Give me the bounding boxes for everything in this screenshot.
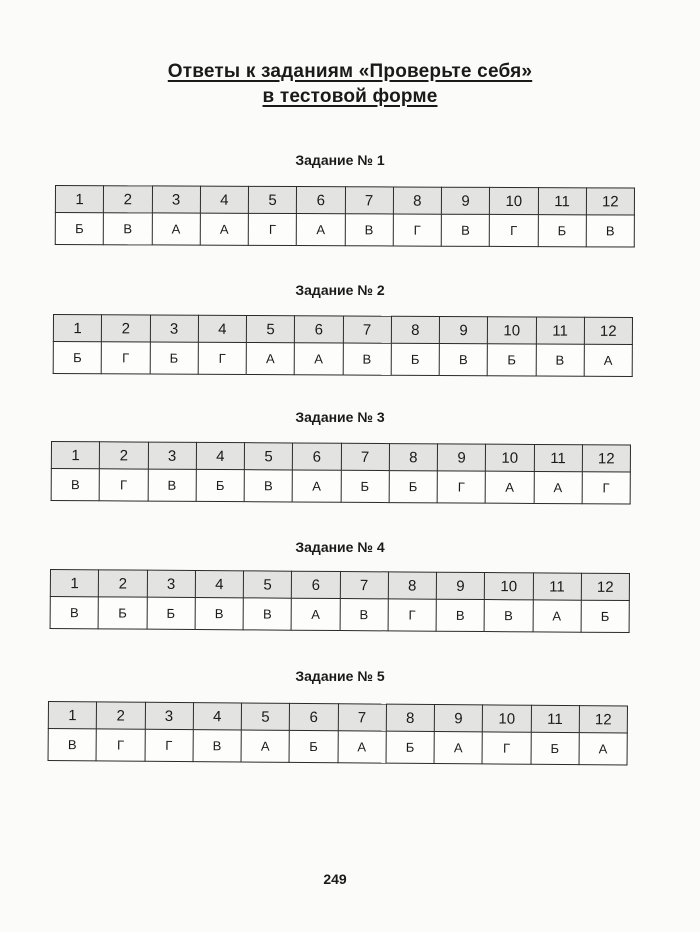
answer-cell: Б [581, 600, 629, 632]
page-title: Ответы к заданиям «Проверьте себя» [167, 61, 533, 82]
answer-cell: Б [98, 597, 146, 629]
answer-cell: Г [388, 599, 436, 631]
number-row [53, 315, 632, 345]
answer-cell: Б [487, 344, 535, 376]
answer-cell: В [340, 599, 388, 631]
number-cell: 2 [97, 702, 145, 729]
number-cell: 2 [100, 442, 148, 469]
answer-cell: В [244, 470, 292, 502]
answer-cell: Г [482, 732, 530, 764]
number-cell: 7 [341, 443, 389, 470]
number-cell: 12 [581, 573, 629, 600]
answer-cell: В [586, 215, 634, 247]
page-number: 249 [323, 871, 347, 887]
answer-cell: Б [150, 342, 198, 374]
page-subtitle: в тестовой форме [262, 86, 438, 107]
number-cell: 3 [152, 186, 200, 213]
answer-cell: А [579, 733, 627, 765]
number-cell: 8 [389, 444, 437, 471]
number-cell: 5 [241, 703, 289, 730]
number-cell: 4 [200, 186, 248, 213]
number-cell: 4 [196, 442, 244, 469]
answer-row [50, 597, 629, 633]
answer-cell: В [484, 600, 532, 632]
answer-cell: В [343, 343, 391, 375]
answer-cell: А [241, 730, 289, 762]
answer-cell: Г [96, 729, 144, 761]
number-cell: 3 [150, 315, 198, 342]
task-heading-1: Задание № 1 [295, 152, 385, 168]
number-cell: 9 [439, 317, 487, 344]
number-cell: 10 [485, 573, 533, 600]
number-cell: 5 [244, 443, 292, 470]
answer-cell: Б [391, 343, 439, 375]
answer-cell: В [103, 213, 151, 245]
answer-table-4 [50, 569, 630, 633]
number-cell: 6 [297, 187, 345, 214]
answer-cell: Б [538, 215, 586, 247]
answer-cell: В [51, 469, 99, 501]
answer-cell: А [485, 471, 533, 503]
number-cell: 3 [145, 702, 193, 729]
answer-cell: В [243, 598, 291, 630]
answer-cell: Б [55, 213, 103, 245]
answer-cell: Г [99, 469, 147, 501]
number-cell: 10 [488, 317, 536, 344]
number-cell: 4 [195, 571, 243, 598]
number-row [51, 442, 630, 473]
number-cell: 11 [531, 705, 579, 732]
answer-cell: Б [53, 342, 101, 374]
number-cell: 1 [48, 702, 96, 729]
answer-cell: А [152, 213, 200, 245]
answer-cell: А [292, 470, 340, 502]
number-cell: 1 [53, 315, 101, 342]
number-cell: 9 [441, 187, 489, 214]
answer-cell: Г [198, 342, 246, 374]
answer-cell: Г [489, 214, 537, 246]
answer-cell: Б [196, 469, 244, 501]
answer-cell: А [434, 732, 482, 764]
answer-cell: Б [341, 470, 389, 502]
answer-cell: Б [289, 730, 337, 762]
number-cell: 1 [50, 570, 98, 597]
number-cell: 7 [343, 316, 391, 343]
number-cell: 8 [388, 572, 436, 599]
answer-cell: В [193, 730, 241, 762]
answer-row [53, 342, 632, 377]
answer-cell: А [584, 344, 632, 376]
number-cell: 9 [436, 572, 484, 599]
number-cell: 3 [147, 570, 195, 597]
answer-table-3 [51, 441, 631, 505]
answer-cell: Б [147, 597, 195, 629]
answer-cell: Г [393, 214, 441, 246]
number-cell: 7 [345, 187, 393, 214]
task-heading-2: Задание № 2 [295, 282, 385, 298]
number-cell: 7 [338, 704, 386, 731]
answer-cell: Г [248, 213, 296, 245]
answer-cell: В [441, 214, 489, 246]
number-cell: 10 [483, 705, 531, 732]
answer-cell: В [439, 344, 487, 376]
answer-cell: В [436, 599, 484, 631]
answer-cell: Г [145, 729, 193, 761]
task-heading-3: Задание № 3 [295, 409, 385, 425]
answer-cell: В [48, 729, 96, 761]
answer-cell: Б [531, 732, 579, 764]
number-cell: 9 [434, 705, 482, 732]
number-cell: 3 [148, 442, 196, 469]
answer-cell: Б [386, 731, 434, 763]
answer-cell: Б [389, 471, 437, 503]
number-cell: 11 [534, 444, 582, 471]
number-cell: 6 [292, 571, 340, 598]
number-cell: 11 [538, 188, 586, 215]
answer-cell: В [148, 469, 196, 501]
number-cell: 2 [104, 186, 152, 213]
number-cell: 4 [193, 703, 241, 730]
task-heading-5: Задание № 5 [295, 668, 385, 684]
answer-cell: В [50, 597, 98, 629]
answer-cell: В [536, 344, 584, 376]
number-cell: 1 [51, 442, 99, 469]
number-cell: 6 [290, 703, 338, 730]
answer-cell: В [195, 598, 243, 630]
answer-cell: А [338, 731, 386, 763]
number-row [55, 186, 634, 216]
answer-cell: Г [582, 472, 630, 504]
number-cell: 12 [584, 317, 632, 344]
number-cell: 8 [393, 187, 441, 214]
number-cell: 1 [55, 186, 103, 213]
answer-table-1 [55, 185, 635, 248]
answer-row [51, 469, 630, 505]
number-cell: 12 [579, 706, 627, 733]
answer-cell: Г [101, 342, 149, 374]
answer-table-5 [48, 701, 628, 766]
task-heading-4: Задание № 4 [295, 539, 385, 555]
answer-cell: А [246, 343, 294, 375]
number-cell: 2 [99, 570, 147, 597]
answer-cell: В [345, 214, 393, 246]
number-cell: 2 [102, 315, 150, 342]
number-cell: 6 [293, 443, 341, 470]
answer-cell: А [294, 343, 342, 375]
number-cell: 7 [340, 572, 388, 599]
number-cell: 12 [586, 188, 634, 215]
number-cell: 10 [486, 444, 534, 471]
answer-cell: Г [437, 471, 485, 503]
number-cell: 4 [198, 315, 246, 342]
number-cell: 11 [533, 573, 581, 600]
number-cell: 5 [248, 186, 296, 213]
number-cell: 5 [243, 571, 291, 598]
number-cell: 5 [246, 316, 294, 343]
number-cell: 8 [391, 316, 439, 343]
answer-cell: А [533, 600, 581, 632]
number-cell: 11 [536, 317, 584, 344]
answer-row [55, 213, 634, 248]
answer-cell: А [534, 471, 582, 503]
answer-cell: А [200, 213, 248, 245]
answer-row [48, 729, 627, 766]
answer-cell: А [296, 214, 344, 246]
number-cell: 6 [295, 316, 343, 343]
number-row [50, 570, 629, 601]
number-cell: 12 [582, 445, 630, 472]
number-cell: 10 [490, 187, 538, 214]
answer-cell: А [291, 598, 339, 630]
number-cell: 9 [437, 444, 485, 471]
number-cell: 8 [386, 704, 434, 731]
answer-table-2 [53, 314, 633, 377]
